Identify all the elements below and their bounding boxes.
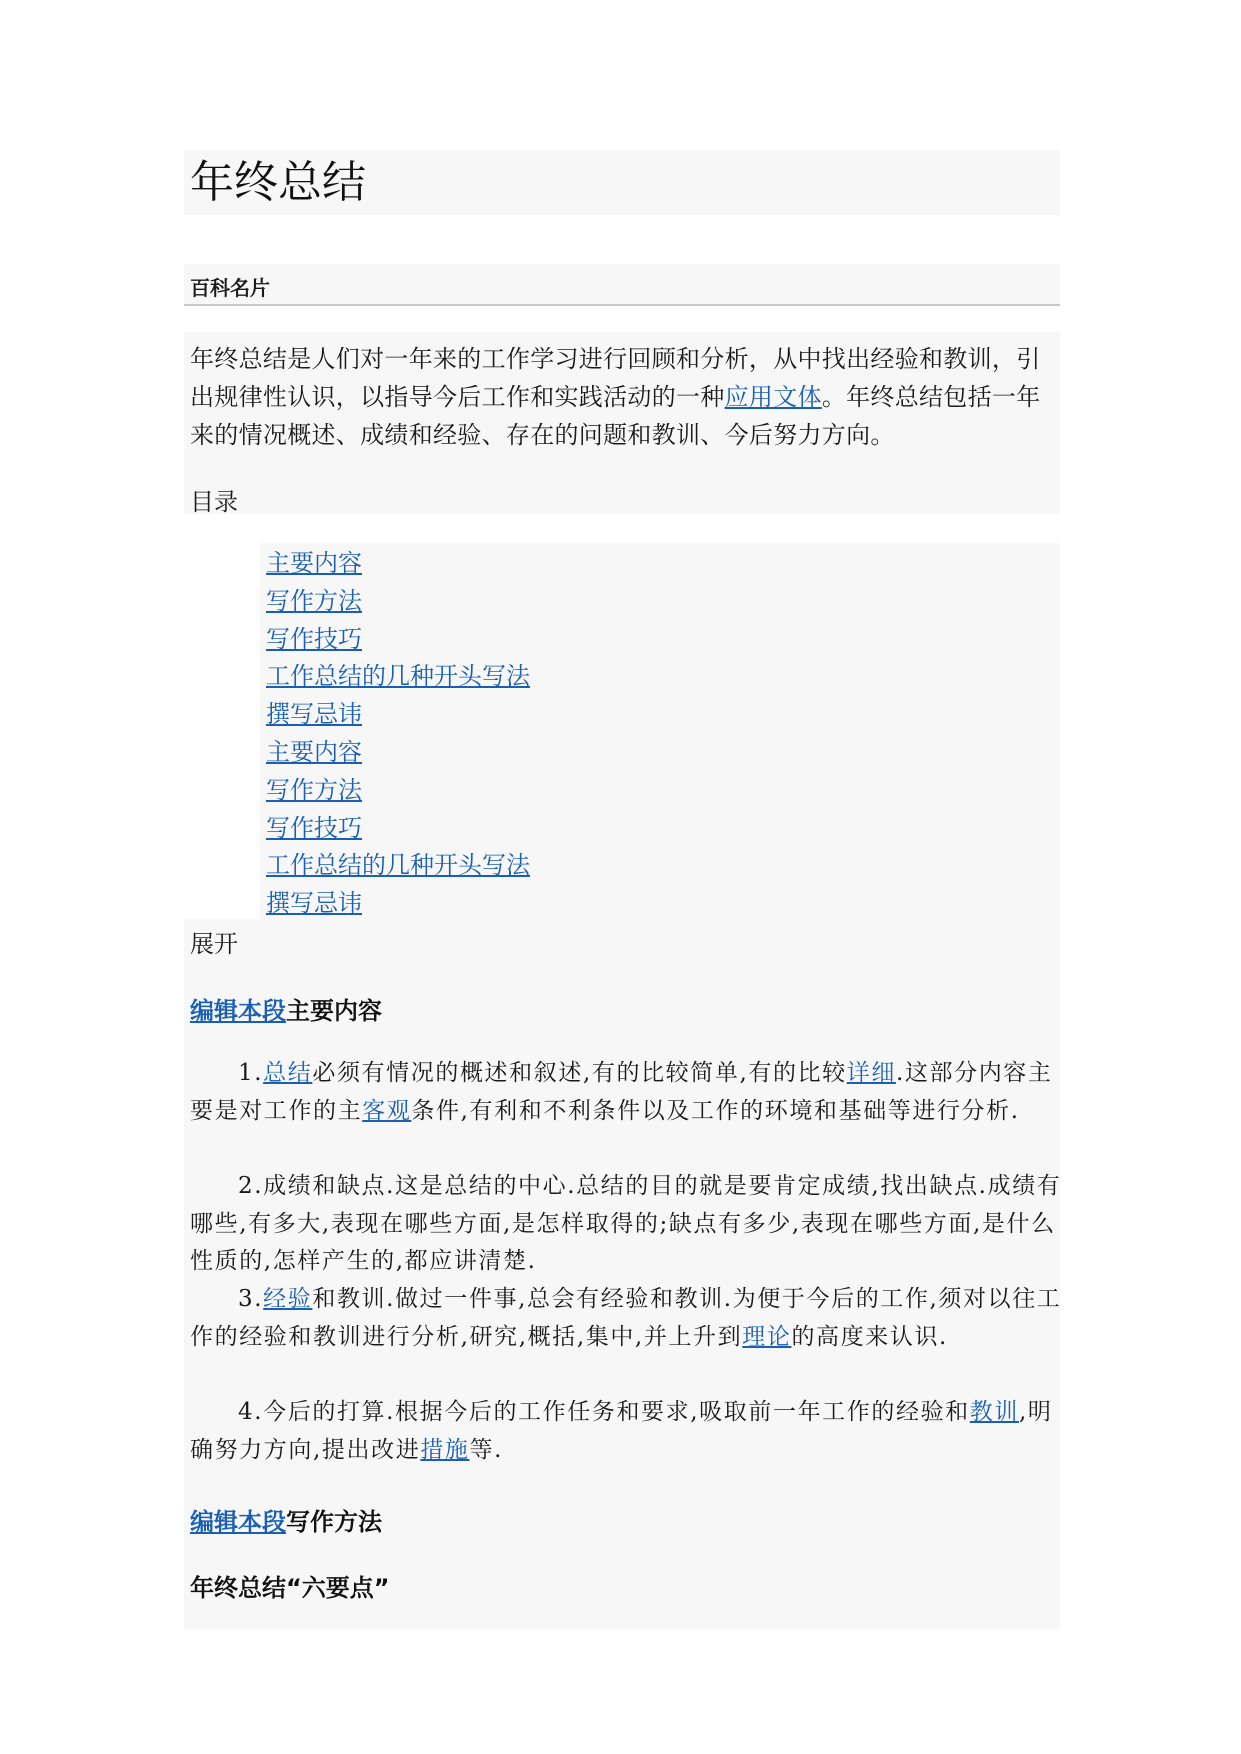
- para-text: 1.: [238, 1060, 264, 1086]
- paragraph-4: [190, 1394, 1070, 1469]
- para-text: 条件,有利和不利条件以及工作的环境和基础等进行分析.: [411, 1097, 1020, 1124]
- link-lessons[interactable]: 教训: [969, 1399, 1019, 1425]
- para-text: 必须有情况的概述和叙述,有的比较简单,有的比较: [312, 1060, 847, 1086]
- toc-title: 目录: [190, 488, 238, 516]
- edit-section-link[interactable]: 编辑本段: [190, 1508, 286, 1536]
- section-heading-writing-method: [190, 1502, 382, 1537]
- toc-item: [266, 885, 530, 923]
- para-text: 等.: [469, 1436, 504, 1463]
- para-text: 的高度来认识.: [791, 1323, 948, 1350]
- link-measures[interactable]: 措施: [420, 1436, 470, 1463]
- toc-item: [266, 847, 530, 885]
- para-text: .这部分内容主要是对工作的主: [190, 1060, 1053, 1124]
- encyclopedia-card-header: [184, 264, 1060, 306]
- toc-link-taboos[interactable]: 撰写忌讳: [266, 700, 362, 729]
- toc-item: [266, 696, 530, 734]
- link-experience[interactable]: 经验: [263, 1286, 313, 1312]
- para-text: 4.今后的打算.根据今后的工作任务和要求,吸取前一年工作的经验和: [238, 1399, 970, 1425]
- link-theory[interactable]: 理论: [742, 1323, 792, 1350]
- intro-text-2: 。年终总结包括一年来的情况概述、成绩和经验、存在的问题和教训、今后努力方向。: [190, 383, 1041, 449]
- toc-link-writing-method[interactable]: 写作方法: [266, 586, 362, 615]
- toc-item: [266, 545, 530, 583]
- para-text: 和教训.做过一件事,总会有经验和教训.为便于今后的工作,须对以往工作的经验和教训进行分析,研究,概括,集中,并上升到: [190, 1286, 1062, 1350]
- title-block: [184, 150, 1060, 215]
- toc-link-main-content-2[interactable]: 主要内容: [266, 737, 362, 766]
- toc-link-writing-skills-2[interactable]: 写作技巧: [266, 813, 362, 842]
- intro-paragraph: [190, 340, 1056, 454]
- toc-item: [266, 621, 530, 659]
- toc-list: [266, 545, 530, 923]
- toc-link-openings[interactable]: 工作总结的几种开头写法: [266, 662, 530, 691]
- para-text: ,明确努力方向,提出改进: [190, 1399, 1053, 1463]
- section-title: 主要内容: [286, 997, 382, 1025]
- card-label: 百科名片: [190, 276, 270, 300]
- toc-link-writing-skills[interactable]: 写作技巧: [266, 624, 362, 653]
- toc-item: [266, 583, 530, 621]
- section-title: 写作方法: [286, 1508, 382, 1536]
- toc-link-openings-2[interactable]: 工作总结的几种开头写法: [266, 851, 530, 880]
- edit-section-link[interactable]: 编辑本段: [190, 997, 286, 1025]
- expand-toggle[interactable]: 展开: [190, 930, 238, 958]
- link-applied-genre[interactable]: 应用文体: [724, 383, 822, 411]
- link-detail[interactable]: 详细: [846, 1060, 896, 1086]
- toc-item: [266, 658, 530, 696]
- table-of-contents: [260, 543, 1060, 919]
- section-heading-main-content: [190, 991, 382, 1026]
- toc-link-main-content[interactable]: 主要内容: [266, 549, 362, 577]
- intro-block: [184, 332, 1060, 514]
- page-title: 年终总结: [190, 157, 366, 208]
- paragraph-3: [190, 1281, 1070, 1356]
- para-text: 3.: [238, 1286, 264, 1312]
- paragraph-1: [190, 1055, 1070, 1130]
- paragraph-2: 2.成绩和缺点.这是总结的中心.总结的目的就是要肯定成绩,找出缺点.成绩有哪些,有多大,表现在哪些方面,是怎样取得的;缺点有多少,表现在哪些方面,是什么性质的,怎样产生的,都应讲清楚.: [190, 1173, 1062, 1275]
- toc-link-taboos-2[interactable]: 撰写忌讳: [266, 889, 362, 918]
- link-summary[interactable]: 总结: [263, 1060, 313, 1086]
- toc-link-writing-method-2[interactable]: 写作方法: [266, 775, 362, 804]
- toc-item: [266, 772, 530, 810]
- article-body: [184, 919, 1060, 1629]
- toc-item: [266, 810, 530, 848]
- link-objective[interactable]: 客观: [362, 1097, 412, 1124]
- subsection-heading-six-points: 年终总结“六要点”: [190, 1574, 390, 1602]
- toc-item: [266, 734, 530, 772]
- intro-text-1: 年终总结是人们对一年来的工作学习进行回顾和分析，从中找出经验和教训，引出规律性认识，以指导今后工作和实践活动的一种: [190, 345, 1041, 411]
